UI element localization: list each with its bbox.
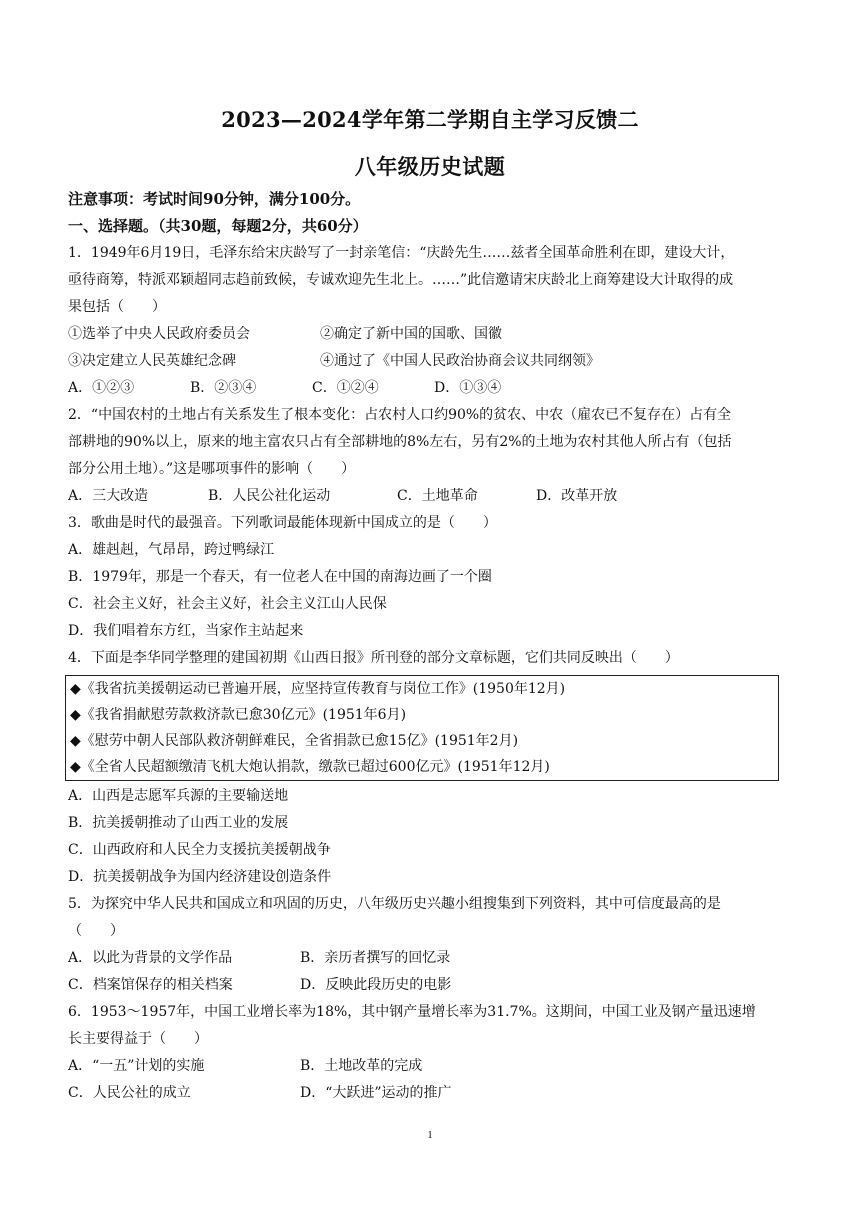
option-c[interactable]: C．①②④: [312, 380, 379, 396]
option-b[interactable]: B．抗美援朝推动了山西工业的发展: [68, 815, 289, 831]
option-d[interactable]: D．我们唱着东方红，当家作主站起来: [68, 623, 304, 639]
option-d[interactable]: D．反映此段历史的电影: [300, 977, 452, 993]
question-6: [68, 999, 796, 1107]
question-4: [68, 645, 796, 891]
question-1: [68, 240, 796, 402]
options-row: [68, 945, 796, 972]
exam-title: 2023—2024学年第二学期自主学习反馈二: [221, 107, 639, 132]
question-3: [68, 510, 796, 645]
statement-row: [68, 321, 796, 348]
statement-row: [68, 348, 796, 375]
option-d[interactable]: D．“大跃进”运动的推广: [300, 1085, 452, 1101]
option-a[interactable]: A．三大改造: [68, 488, 149, 504]
question-text: 长主要得益于（ ）: [68, 1031, 208, 1047]
option-a[interactable]: A．“一五”计划的实施: [68, 1058, 205, 1074]
statement-item: ③决定建立人民英雄纪念碑: [68, 353, 236, 369]
options-row: [68, 483, 796, 510]
options-row: [68, 1053, 796, 1080]
question-text: 1．1949年6月19日，毛泽东给宋庆龄写了一封亲笔信：“庆龄先生……兹者全国革命胜利在即，建设大计，: [68, 245, 735, 261]
statement-item: ④通过了《中国人民政治协商会议共同纲领》: [320, 353, 600, 369]
material-item: ◆《我省抗美援朝运动已普遍开展，应坚持宣传教育与岗位工作》(1950年12月): [70, 681, 566, 697]
question-text: 部分公用土地）。”这是哪项事件的影响（ ）: [68, 461, 356, 477]
statement-item: ②确定了新中国的国歌、国徽: [320, 326, 502, 342]
option-a[interactable]: A．以此为背景的文学作品: [68, 950, 233, 966]
question-text: 6．1953～1957年，中国工业增长率为18%，其中钢产量增长率为31.7%。这期间，中国工业及钢产量迅速增: [68, 1004, 756, 1020]
option-c[interactable]: C．人民公社的成立: [68, 1085, 191, 1101]
options-row: [68, 375, 796, 402]
notice: 注意事项：考试时间90分钟，满分100分。: [68, 190, 361, 208]
option-a[interactable]: A．雄赳赳，气昂昂，跨过鸭绿江: [68, 542, 275, 558]
statement-item: ①选举了中央人民政府委员会: [68, 326, 250, 342]
option-d[interactable]: D．抗美援朝战争为国内经济建设创造条件: [68, 869, 332, 885]
material-item: ◆《全省人民超额缴清飞机大炮认捐款，缴款已超过600亿元》(1951年12月): [70, 759, 550, 775]
option-c[interactable]: C．山西政府和人民全力支援抗美援朝战争: [68, 842, 331, 858]
exam-content: [68, 186, 796, 1107]
question-text: （ ）: [68, 923, 124, 939]
question-text: 3．歌曲是时代的最强音。下列歌词最能体现新中国成立的是（ ）: [68, 515, 497, 531]
question-text: 亟待商筹，特派邓颖超同志趋前致候，专诚欢迎先生北上。……”此信邀请宋庆龄北上商筹建设大计取得的成: [68, 272, 734, 288]
option-d[interactable]: D．①③④: [434, 380, 502, 396]
page-number: 1: [427, 1129, 433, 1141]
options-row: [68, 972, 796, 999]
option-b[interactable]: B．人民公社化运动: [208, 488, 331, 504]
option-c[interactable]: C．土地革命: [397, 488, 478, 504]
option-b[interactable]: B．土地改革的完成: [300, 1058, 423, 1074]
material-box: [65, 675, 779, 781]
section-heading: 一、选择题。（共30题，每题2分，共60分）: [68, 217, 368, 235]
option-a[interactable]: A．①②③: [68, 380, 135, 396]
question-text: 2．“中国农村的土地占有关系发生了根本变化：占农村人口约90%的贫农、中农（雇农已不复存在）占有全: [68, 407, 732, 423]
option-a[interactable]: A．山西是志愿军兵源的主要输送地: [68, 788, 289, 804]
question-2: [68, 402, 796, 510]
question-5: [68, 891, 796, 999]
question-text: 5．为探究中华人民共和国成立和巩固的历史，八年级历史兴趣小组搜集到下列资料，其中可信度最高的是: [68, 896, 721, 912]
exam-subtitle: 八年级历史试题: [354, 154, 506, 179]
material-item: ◆《我省捐献慰劳款救济款已愈30亿元》(1951年6月): [70, 707, 407, 723]
option-c[interactable]: C．社会主义好，社会主义好，社会主义江山人民保: [68, 596, 387, 612]
question-text: 4．下面是李华同学整理的建国初期《山西日报》所刊登的部分文章标题，它们共同反映出（ ）: [68, 650, 679, 666]
option-c[interactable]: C．档案馆保存的相关档案: [68, 977, 233, 993]
option-b[interactable]: B．亲历者撰写的回忆录: [300, 950, 451, 966]
material-item: ◆《慰劳中朝人民部队救济朝鲜难民，全省捐款已愈15亿》(1951年2月): [70, 733, 519, 749]
question-text: 果包括（ ）: [68, 299, 166, 315]
option-d[interactable]: D．改革开放: [536, 488, 618, 504]
option-b[interactable]: B．②③④: [190, 380, 257, 396]
option-b[interactable]: B．1979年，那是一个春天，有一位老人在中国的南海边画了一个圈: [68, 569, 492, 585]
options-row: [68, 1080, 796, 1107]
question-text: 部耕地的90%以上，原来的地主富农只占有全部耕地的8%左右，另有2%的土地为农村其他人所占有（包括: [68, 434, 732, 450]
